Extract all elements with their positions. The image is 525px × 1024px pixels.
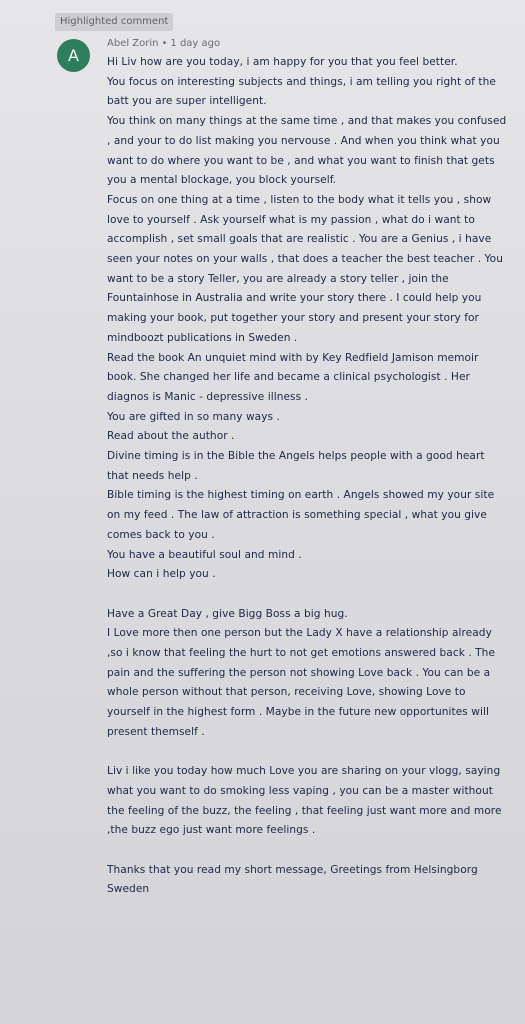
meta-separator: •: [161, 38, 168, 49]
comment-paragraph: Liv i like you today how much Love you are sharing on your vlogg, saying what you want to do smoking less vaping , you can be a master without the feeling of the buzz, the feeling , that feeling just want more and more ,the buzz ego just want more feelings .: [107, 765, 502, 837]
avatar[interactable]: A: [57, 39, 90, 72]
comment-author[interactable]: Abel Zorin: [107, 38, 159, 49]
comment-paragraph: Thanks that you read my short message, Greetings from Helsingborg Sweden: [107, 863, 478, 896]
highlighted-comment-badge: Highlighted comment: [55, 13, 173, 31]
comment-paragraph: Hi Liv how are you today, i am happy for you that you feel better. You focus on interesting subjects and things, i am telling you right of the batt you are super intelligent. You think on many things at the same time , and that makes you confused , and your to do list making you nervouse . And when you think what you want to do where you want to be , and what you want to finish that gets you a mental blockage, you block yourself. Focus on one thing at a time , listen to the body what it tells you , show love to yourself . Ask yourself what is my passion , what do i want to accomplish , set small goals that are realistic . You are a Genius , i have seen your notes on your walls , that does a teacher the best teacher . You want to be a story Teller, you are already a story teller , join the Fountainhose in Australia and write your story there . I could help you making your book, put together your story and present your story for mindboozt publications in Sweden . Read the book An unquiet mind with by Key Redfield Jamison memoir book. She changed her life and became a clinical psychologist . Her diagnos is Manic - depressive illness . You are gifted in so many ways . Read about the author . Divine timing is in the Bible the Angels helps people with a good heart that needs help . Bible timing is the highest timing on earth . Angels showed my your site on my feed . The law of attraction is something special , what you give comes back to you . You have a beautiful soul and mind . How can i help you .: [107, 56, 507, 581]
comment-timestamp[interactable]: 1 day ago: [170, 38, 221, 49]
comment: [107, 36, 507, 900]
comment-meta: [107, 36, 507, 52]
comment-paragraph: Have a Great Day , give Bigg Boss a big hug. I Love more then one person but the Lady X have a relationship already ,so i know that feeling the hurt to not get emotions answered back . The pain and the suffering the person not showing Love back . You can be a whole person without that person, receiving Love, showing Love to yourself in the highest form . Maybe in the future new opportunites will present themself .: [107, 607, 496, 738]
comment-body: [107, 53, 507, 900]
